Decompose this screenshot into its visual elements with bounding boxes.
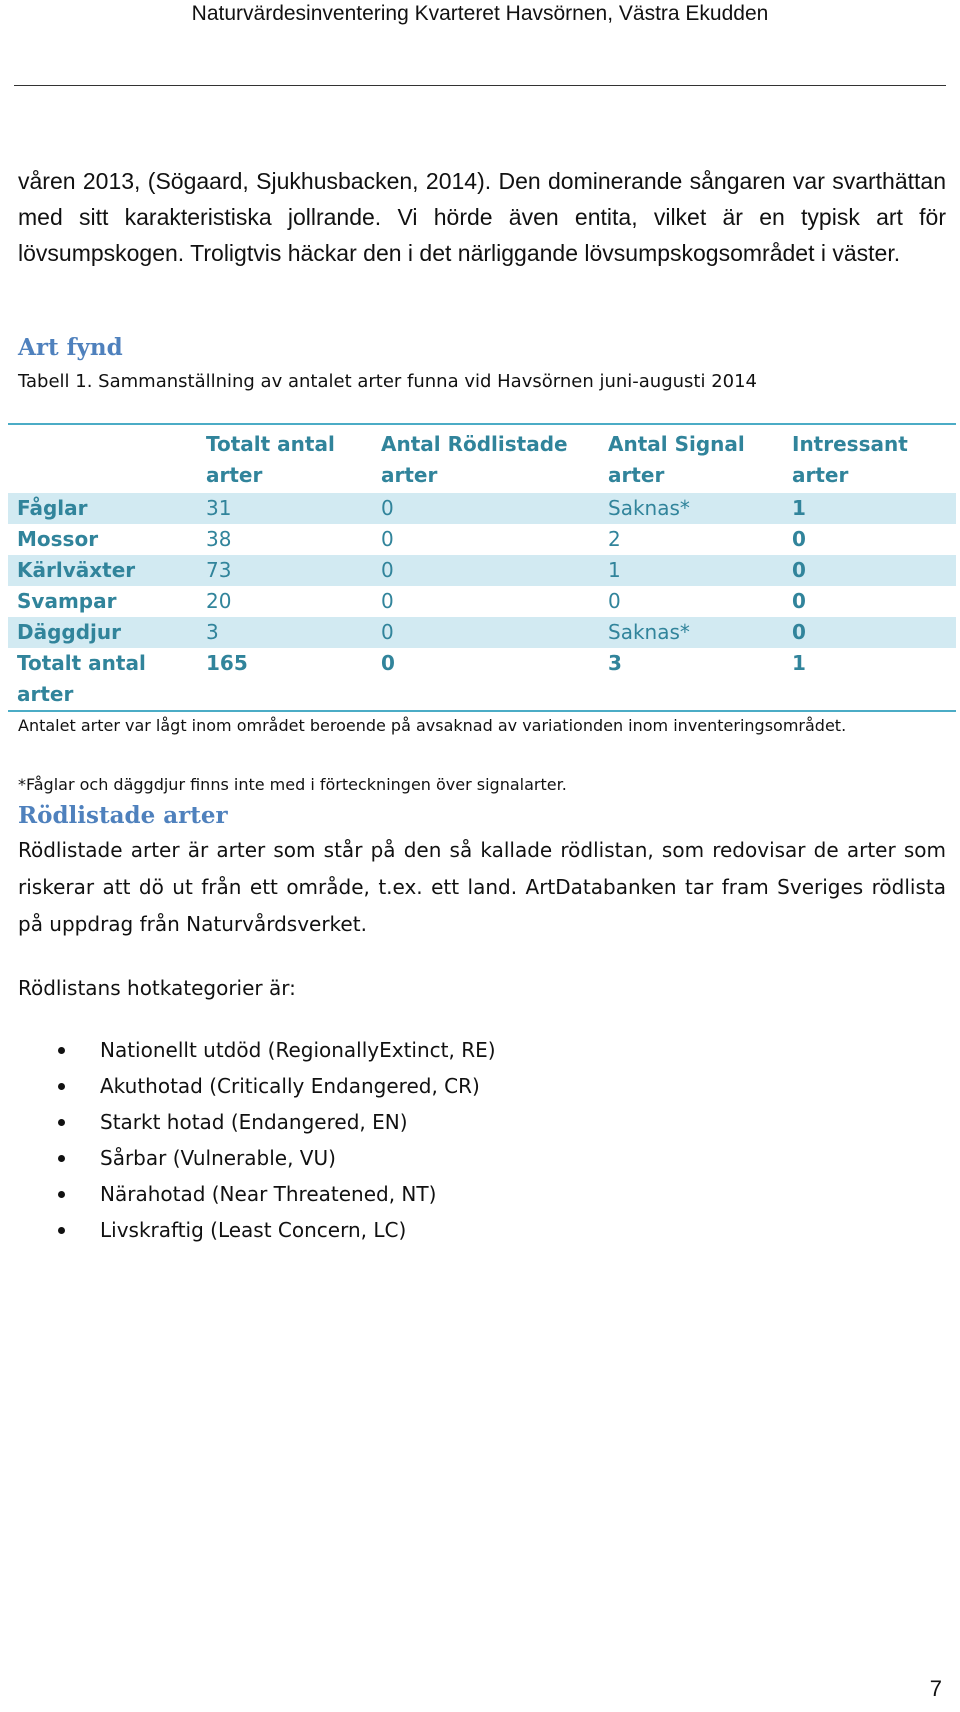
intro-paragraph: våren 2013, (Sögaard, Sjukhusbacken, 2014). Den dominerande sångaren var svarthättan med sitt karakteristiska jollrande. Vi hörde även entita, vilket är en typisk art för lövsumpskogen. Troligtvis häckar den i det närliggande lövsumpskogsområdet i väster. <box>18 168 946 266</box>
list-item <box>58 1104 496 1140</box>
table-row <box>8 555 956 586</box>
bullet-icon <box>58 1083 65 1090</box>
table-note: Antalet arter var lågt inom området beroende på avsaknad av variationden inom inventeringsområdet. <box>18 716 847 735</box>
cell-signal: Saknas* <box>608 620 690 644</box>
row-label: Svampar <box>17 589 117 613</box>
cell-total: 3 <box>206 620 219 644</box>
row-label: Fåglar <box>17 496 88 520</box>
heading-art-fynd: Art fynd <box>18 334 123 361</box>
cell-signal: 1 <box>608 558 621 582</box>
cell-total: 31 <box>206 496 232 520</box>
cell-rodlistade: 0 <box>381 558 394 582</box>
species-table <box>8 423 956 712</box>
bullet-icon <box>58 1119 65 1126</box>
table-header-cell: Totalt antal arter <box>206 432 335 487</box>
list-item-text: Livskraftig (Least Concern, LC) <box>100 1218 407 1242</box>
cell-intressant: 0 <box>792 558 806 582</box>
cell-intressant: 1 <box>792 496 806 520</box>
cell-rodlistade: 0 <box>381 496 394 520</box>
cell-signal: Saknas* <box>608 496 690 520</box>
list-item-text: Akuthotad (Critically Endangered, CR) <box>100 1074 480 1098</box>
cell-total: 20 <box>206 589 232 613</box>
table-caption: Tabell 1. Sammanställning av antalet arter funna vid Havsörnen juni-augusti 2014 <box>18 371 758 392</box>
list-item <box>58 1176 496 1212</box>
page-number: 7 <box>929 1676 942 1701</box>
cell-intressant: 0 <box>792 620 806 644</box>
hotkategorier-list <box>58 1032 496 1248</box>
cell-intressant: 1 <box>792 651 806 675</box>
cell-total: 165 <box>206 651 248 675</box>
list-item-text: Närahotad (Near Threatened, NT) <box>100 1182 437 1206</box>
list-item <box>58 1032 496 1068</box>
table-footnote: *Fåglar och däggdjur finns inte med i förteckningen över signalarter. <box>18 775 567 794</box>
list-item <box>58 1140 496 1176</box>
table-header-cell: Antal Rödlistade arter <box>381 432 568 487</box>
cell-signal: 2 <box>608 527 621 551</box>
table-header-cell: Antal Signal arter <box>608 432 745 487</box>
table-header-cell: Intressant arter <box>792 432 908 487</box>
list-item-text: Sårbar (Vulnerable, VU) <box>100 1146 336 1170</box>
table-row <box>8 524 956 555</box>
header-divider <box>14 85 946 86</box>
heading-rodlistade-arter: Rödlistade arter <box>18 802 228 829</box>
list-item-text: Starkt hotad (Endangered, EN) <box>100 1110 408 1134</box>
bullet-icon <box>58 1191 65 1198</box>
row-label: Totalt antal arter <box>17 651 146 706</box>
list-item <box>58 1212 496 1248</box>
bullet-icon <box>58 1047 65 1054</box>
cell-rodlistade: 0 <box>381 589 394 613</box>
cell-intressant: 0 <box>792 527 806 551</box>
list-item <box>58 1068 496 1104</box>
row-label: Kärlväxter <box>17 558 136 582</box>
table-total-row <box>8 648 956 710</box>
cell-signal: 0 <box>608 589 621 613</box>
cell-total: 73 <box>206 558 232 582</box>
hotkategorier-intro: Rödlistans hotkategorier är: <box>18 976 296 1000</box>
page-header <box>0 0 960 90</box>
table-header-row <box>8 425 956 493</box>
cell-rodlistade: 0 <box>381 527 394 551</box>
cell-rodlistade: 0 <box>381 651 395 675</box>
list-item-text: Nationellt utdöd (RegionallyExtinct, RE) <box>100 1038 496 1062</box>
document-title: Naturvärdesinventering Kvarteret Havsörnen, Västra Ekudden <box>191 2 769 25</box>
bullet-icon <box>58 1155 65 1162</box>
cell-intressant: 0 <box>792 589 806 613</box>
rodlistade-paragraph: Rödlistade arter är arter som står på den så kallade rödlistan, som redovisar de arter som riskerar att dö ut från ett område, t.ex. ett land. ArtDatabanken tar fram Sveriges rödlista på uppdrag från Naturvårdsverket. <box>18 838 946 936</box>
row-label: Däggdjur <box>17 620 122 644</box>
cell-signal: 3 <box>608 651 622 675</box>
table-row <box>8 493 956 524</box>
row-label: Mossor <box>17 527 99 551</box>
table-row <box>8 586 956 617</box>
cell-total: 38 <box>206 527 232 551</box>
table-row <box>8 617 956 648</box>
cell-rodlistade: 0 <box>381 620 394 644</box>
bullet-icon <box>58 1227 65 1234</box>
